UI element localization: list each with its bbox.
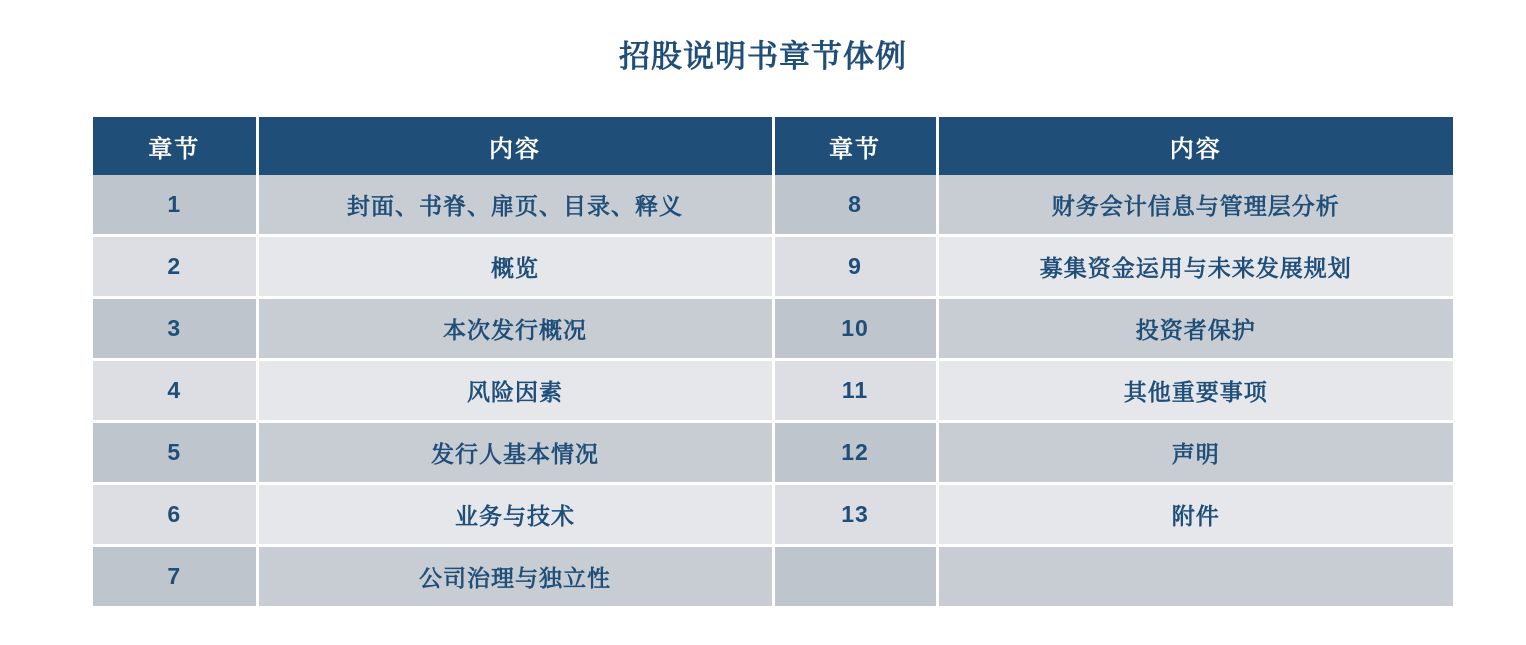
chapter-content-right: 附件 [937,484,1453,546]
table-row [93,484,1453,546]
chapter-content-left: 发行人基本情况 [257,422,773,484]
chapter-number-left: 5 [93,422,257,484]
chapter-number-right-empty [773,546,937,608]
table-row [93,175,1453,236]
chapter-content-right: 其他重要事项 [937,360,1453,422]
table-header-row [93,117,1453,175]
chapter-number-left: 3 [93,298,257,360]
page-title: 招股说明书章节体例 [619,39,907,74]
column-header-content-left: 内容 [257,117,773,175]
chapter-number-left: 1 [93,175,257,236]
chapter-content-left: 封面、书脊、扉页、目录、释义 [257,175,773,236]
chapters-table-container [93,117,1433,609]
chapter-content-left: 公司治理与独立性 [257,546,773,608]
chapter-content-right: 声明 [937,422,1453,484]
chapter-content-right: 投资者保护 [937,298,1453,360]
chapter-number-right: 8 [773,175,937,236]
chapter-number-left: 2 [93,236,257,298]
chapter-number-left: 6 [93,484,257,546]
table-row [93,236,1453,298]
chapter-content-right-empty [937,546,1453,608]
chapter-number-left: 7 [93,546,257,608]
chapter-content-right: 财务会计信息与管理层分析 [937,175,1453,236]
chapter-number-right: 12 [773,422,937,484]
chapter-number-right: 10 [773,298,937,360]
table-row [93,422,1453,484]
column-header-chapter-right: 章节 [773,117,937,175]
chapter-number-right: 9 [773,236,937,298]
table-row [93,360,1453,422]
chapter-content-left: 业务与技术 [257,484,773,546]
table-row [93,298,1453,360]
chapter-content-right: 募集资金运用与未来发展规划 [937,236,1453,298]
chapter-number-left: 4 [93,360,257,422]
chapter-content-left: 概览 [257,236,773,298]
chapter-content-left: 本次发行概况 [257,298,773,360]
chapter-number-right: 11 [773,360,937,422]
column-header-chapter-left: 章节 [93,117,257,175]
chapters-table [93,117,1453,609]
table-row [93,546,1453,608]
column-header-content-right: 内容 [937,117,1453,175]
chapter-number-right: 13 [773,484,937,546]
chapter-content-left: 风险因素 [257,360,773,422]
